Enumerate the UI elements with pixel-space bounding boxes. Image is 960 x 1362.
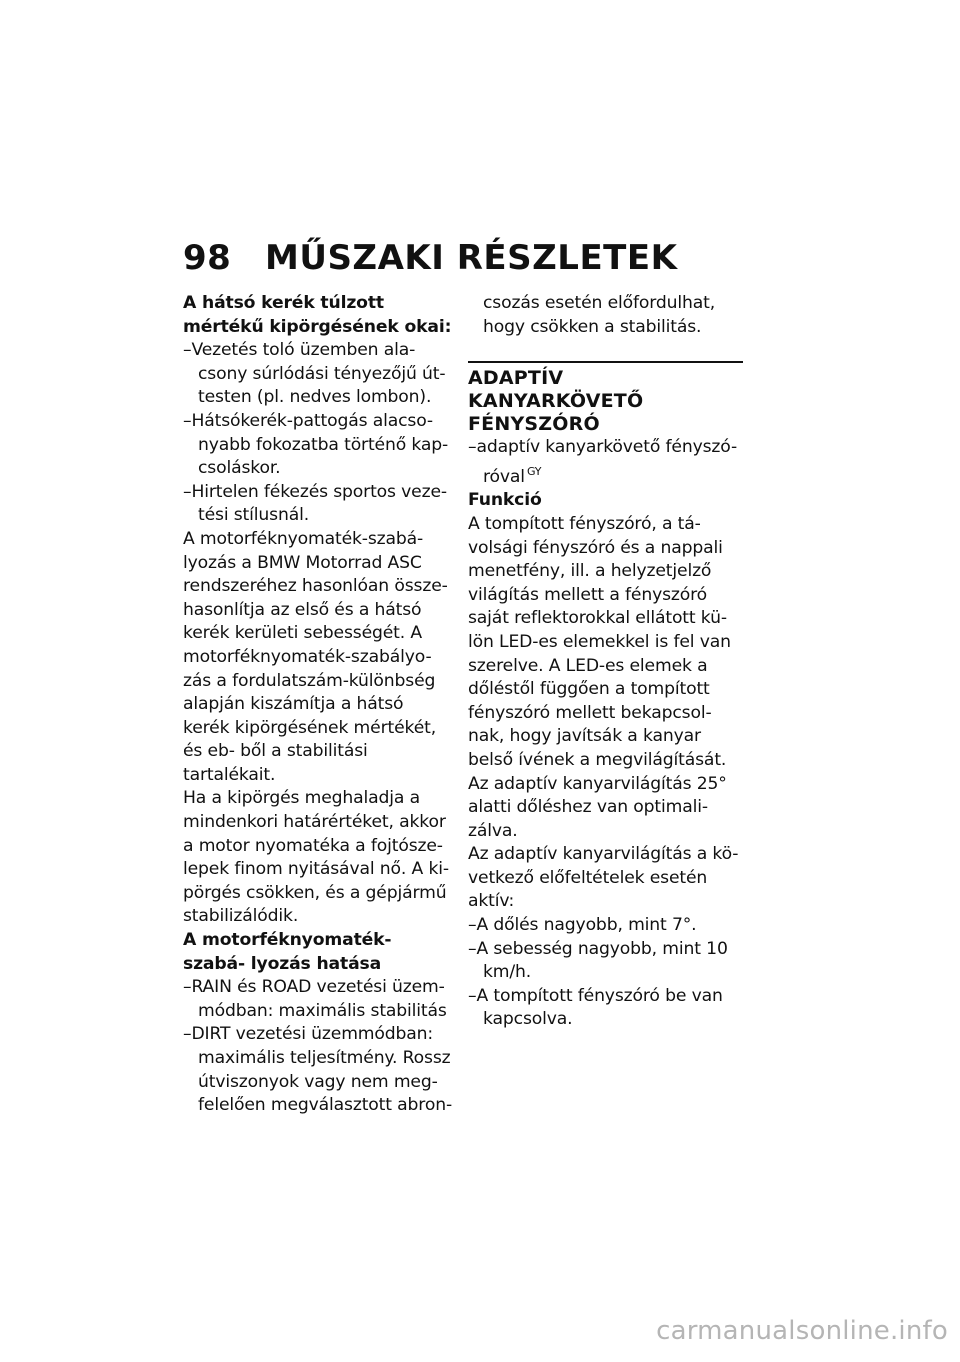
heading-function: Funkció: [468, 490, 542, 511]
heading-effect: A motorféknyomaték-szabá- lyozás hatása: [183, 930, 392, 974]
page-number: 98: [183, 238, 232, 278]
list-item: –Hirtelen fékezés sportos veze- tési stílusnál.: [183, 481, 447, 526]
paragraph: Az adaptív kanyarvilágítás a kö- vetkező előfeltételek esetén aktív:: [468, 844, 739, 912]
list-item: –A dőlés nagyobb, mint 7°.: [468, 915, 697, 936]
option-code: GY: [526, 464, 542, 478]
paragraph: Ha a kipörgés meghaladja a mindenkori határértéket, akkor a motor nyomatéka a fojtósze- lepek finom nyitásával nő. A ki- pörgés csökken, és a gépjármű stabilizálódik.: [183, 788, 449, 927]
watermark: carmanualsonline.info: [656, 1316, 948, 1346]
list-item: –Hátsókerék-pattogás alacso- nyabb fokozatba történő kap- csoláskor.: [183, 410, 449, 479]
paragraph: A motorféknyomaték-szabá- lyozás a BMW Motorrad ASC rendszeréhez hasonlóan össze- hasonlítja az első és a hátsó kerék kerületi sebességét. A motorféknyomaték-szabályo- zás a fordulatszám-különbség alapján kiszámítja a hátsó kerék kipörgésének mértékét, és eb- ből a stabilitási tartalékait.: [183, 528, 448, 785]
list-item: –RAIN és ROAD vezetési üzem- módban: maximális stabilitás: [183, 977, 447, 1021]
paragraph: A tompított fényszóró, a tá- volsági fényszóró és a nappali menetfény, ill. a helyzetjelző világítás mellett a fényszóró saját reflektorokkal ellátott kü- lön LED-es elemekkel is fel van szerelve. A LED-es elemek a dőléstől függően a tompított fényszóró mellett bekapcsol- nak, hogy javítsák a kanyar belső ívének a megvilágítását.: [468, 513, 731, 770]
page-title: MŰSZAKI RÉSZLETEK: [265, 238, 678, 278]
list-item: –DIRT vezetési üzemmódban: maximális teljesítmény. Rossz útviszonyok vagy nem meg- felelően megválasztott abron-: [183, 1024, 452, 1116]
paragraph: Az adaptív kanyarvilágítás 25° alatti dőléshez van optimali- zálva.: [468, 773, 727, 841]
left-column: [183, 292, 453, 1118]
continued-text: csozás esetén előfordulhat, hogy csökken a stabilitás.: [483, 293, 716, 337]
heading-causes: A hátsó kerék túlzott mértékű kipörgésének okai:: [183, 293, 452, 337]
list-item: –A sebesség nagyobb, mint 10 km/h.: [468, 938, 728, 983]
right-column: [468, 292, 743, 1032]
section-title: ADAPTÍV KANYARKÖVETŐ FÉNYSZÓRÓ: [468, 361, 743, 436]
option-line: [468, 436, 743, 489]
page-header: [183, 238, 743, 278]
list-item: –A tompított fényszóró be van kapcsolva.: [468, 985, 723, 1030]
list-item: –Vezetés toló üzemben ala- csony súrlódási tényezőjű út- testen (pl. nedves lombon).: [183, 340, 446, 408]
option-text: –adaptív kanyarkövető fényszó- róval: [468, 437, 737, 487]
